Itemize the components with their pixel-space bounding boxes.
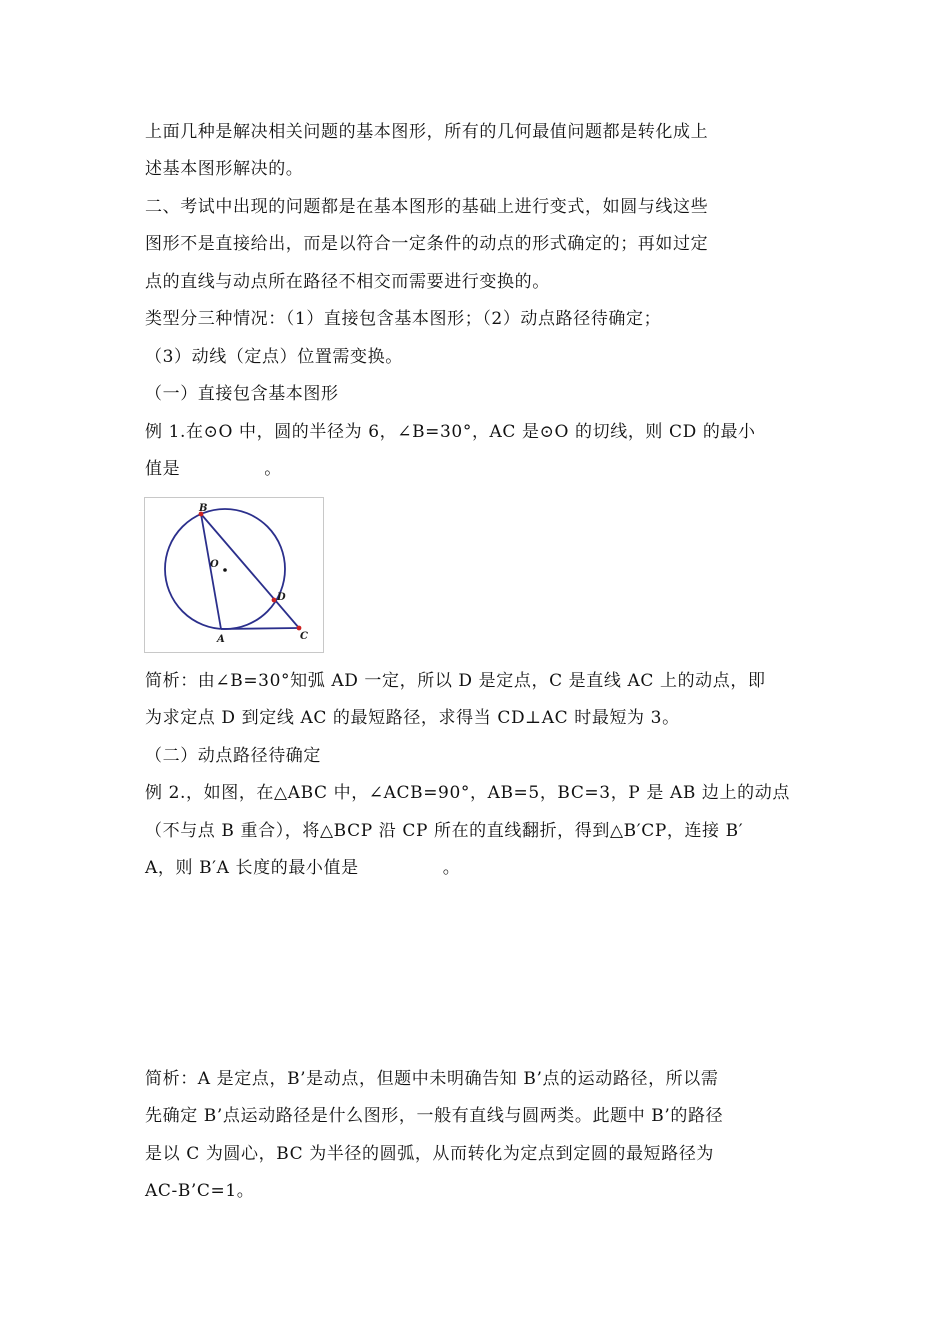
figure-svg [145, 498, 323, 652]
point-c [297, 626, 302, 631]
analysis-2-line-4: AC-B’C=1。 [145, 1181, 255, 1201]
paragraph-line-4: 图形不是直接给出，而是以符合一定条件的动点的形式确定的；再如过定 [145, 234, 709, 254]
label-d: D [277, 592, 286, 603]
analysis-2-line-2: 先确定 B’点运动路径是什么图形，一般有直线与圆两类。此题中 B’的路径 [145, 1106, 724, 1126]
paragraph-line-1: 上面几种是解决相关问题的基本图形，所有的几何最值问题都是转化成上 [145, 122, 709, 142]
label-a: A [217, 634, 225, 645]
paragraph-line-3: 二、考试中出现的问题都是在基本图形的基础上进行变式，如圆与线这些 [145, 197, 709, 217]
example-1-line-2: 值是 。 [145, 459, 282, 479]
example-2-line-1: 例 2.，如图，在△ABC 中，∠ACB=90°，AB=5，BC=3，P 是 AB 边上的动点 [145, 783, 790, 803]
point-d [272, 598, 277, 603]
label-o: O [210, 559, 219, 570]
paragraph-line-7: （3）动线（定点）位置需变换。 [145, 347, 403, 367]
label-c: C [300, 631, 308, 642]
paragraph-line-6: 类型分三种情况：（1）直接包含基本图形；（2）动点路径待确定； [145, 309, 662, 329]
example-2-line-3: A，则 B′A 长度的最小值是 。 [145, 858, 461, 878]
segment-ac [221, 628, 299, 629]
section-heading-2: （二）动点路径待确定 [145, 746, 321, 766]
analysis-2-line-1: 简析：A 是定点，B’是动点，但题中未明确告知 B’点的运动路径，所以需 [145, 1069, 719, 1089]
segment-ba [201, 514, 221, 629]
section-heading-1: （一）直接包含基本图形 [145, 384, 339, 404]
paragraph-line-2: 述基本图形解决的。 [145, 159, 304, 179]
example-1-line-1: 例 1.在⊙O 中，圆的半径为 6，∠B=30°，AC 是⊙O 的切线，则 CD 的最小 [145, 422, 756, 442]
analysis-1-line-2: 为求定点 D 到定线 AC 的最短路径，求得当 CD⊥AC 时最短为 3。 [145, 708, 680, 728]
label-b: B [199, 503, 208, 514]
circle-tangent-figure [144, 497, 324, 653]
paragraph-line-5: 点的直线与动点所在路径不相交而需要进行变换的。 [145, 272, 550, 292]
analysis-2-line-3: 是以 C 为圆心，BC 为半径的圆弧，从而转化为定点到定圆的最短路径为 [145, 1144, 715, 1164]
analysis-1-line-1: 简析：由∠B=30°知弧 AD 一定，所以 D 是定点，C 是直线 AC 上的动点，即 [145, 671, 766, 691]
center-point-o [223, 568, 227, 572]
example-2-line-2: （不与点 B 重合），将△BCP 沿 CP 所在的直线翻折，得到△B′CP，连接 B′ [145, 821, 744, 841]
